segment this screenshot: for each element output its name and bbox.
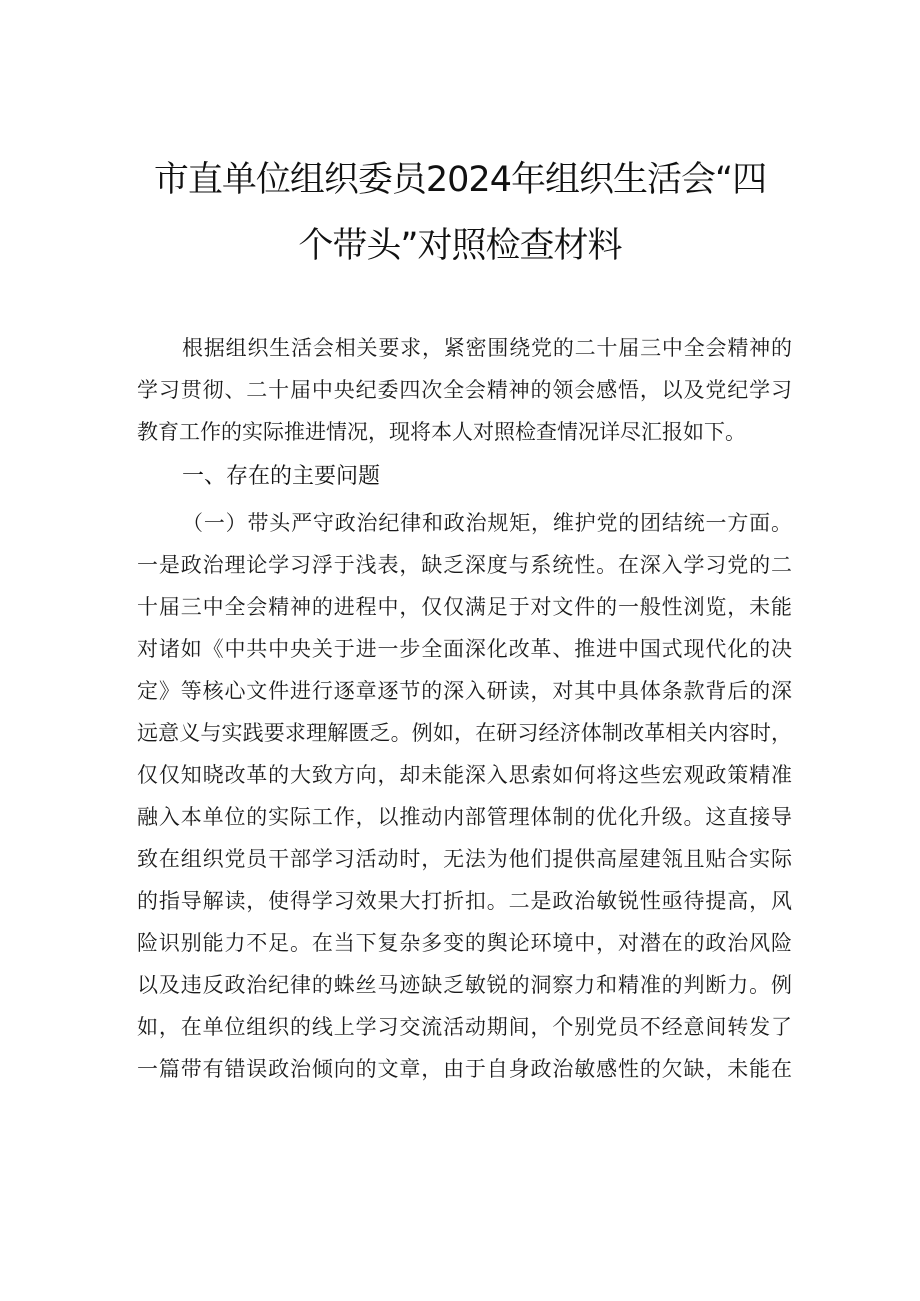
- paragraph-line: 远意义与实践要求理解匮乏。例如，在研习经济体制改革相关内容时，: [137, 721, 792, 745]
- paragraph-line: （一）带头严守政治纪律和政治规矩，维护党的团结统一方面。: [182, 511, 792, 535]
- document-title-line-2: 个带头”对照检查材料: [298, 226, 622, 266]
- paragraph-line: 一篇带有错误政治倾向的文章，由于自身政治敏感性的欠缺，未能在: [137, 1057, 792, 1081]
- document-title-line-1: 市直单位组织委员2024年组织生活会“四: [153, 160, 767, 200]
- paragraph-line: 融入本单位的实际工作，以推动内部管理体制的优化升级。这直接导: [137, 805, 792, 829]
- paragraph-line: 对诸如《中共中央关于进一步全面深化改革、推进中国式现代化的决: [137, 637, 792, 661]
- paragraph-line: 以及违反政治纪律的蛛丝马迹缺乏敏锐的洞察力和精准的判断力。例: [137, 973, 792, 997]
- paragraph-line: 如，在单位组织的线上学习交流活动期间，个别党员不经意间转发了: [137, 1015, 792, 1039]
- paragraph-line: 十届三中全会精神的进程中，仅仅满足于对文件的一般性浏览，未能: [137, 595, 792, 619]
- section-1-heading: 一、存在的主要问题: [182, 464, 381, 489]
- paragraph-line: 定》等核心文件进行逐章逐节的深入研读，对其中具体条款背后的深: [137, 679, 792, 703]
- paragraph-line: 一是政治理论学习浮于浅表，缺乏深度与系统性。在深入学习党的二: [137, 553, 792, 577]
- intro-line-1: 根据组织生活会相关要求，紧密围绕党的二十届三中全会精神的: [182, 336, 792, 360]
- intro-line-2: 学习贯彻、二十届中央纪委四次全会精神的领会感悟，以及党纪学习: [137, 378, 792, 402]
- paragraph-line: 的指导解读，使得学习效果大打折扣。二是政治敏锐性亟待提高，风: [137, 889, 792, 913]
- paragraph-line: 险识别能力不足。在当下复杂多变的舆论环境中，对潜在的政治风险: [137, 931, 792, 955]
- intro-line-3: 教育工作的实际推进情况，现将本人对照检查情况详尽汇报如下。: [137, 420, 746, 444]
- paragraph-line: 致在组织党员干部学习活动时，无法为他们提供高屋建瓴且贴合实际: [137, 847, 792, 871]
- paragraph-line: 仅仅知晓改革的大致方向，却未能深入思索如何将这些宏观政策精准: [137, 763, 792, 787]
